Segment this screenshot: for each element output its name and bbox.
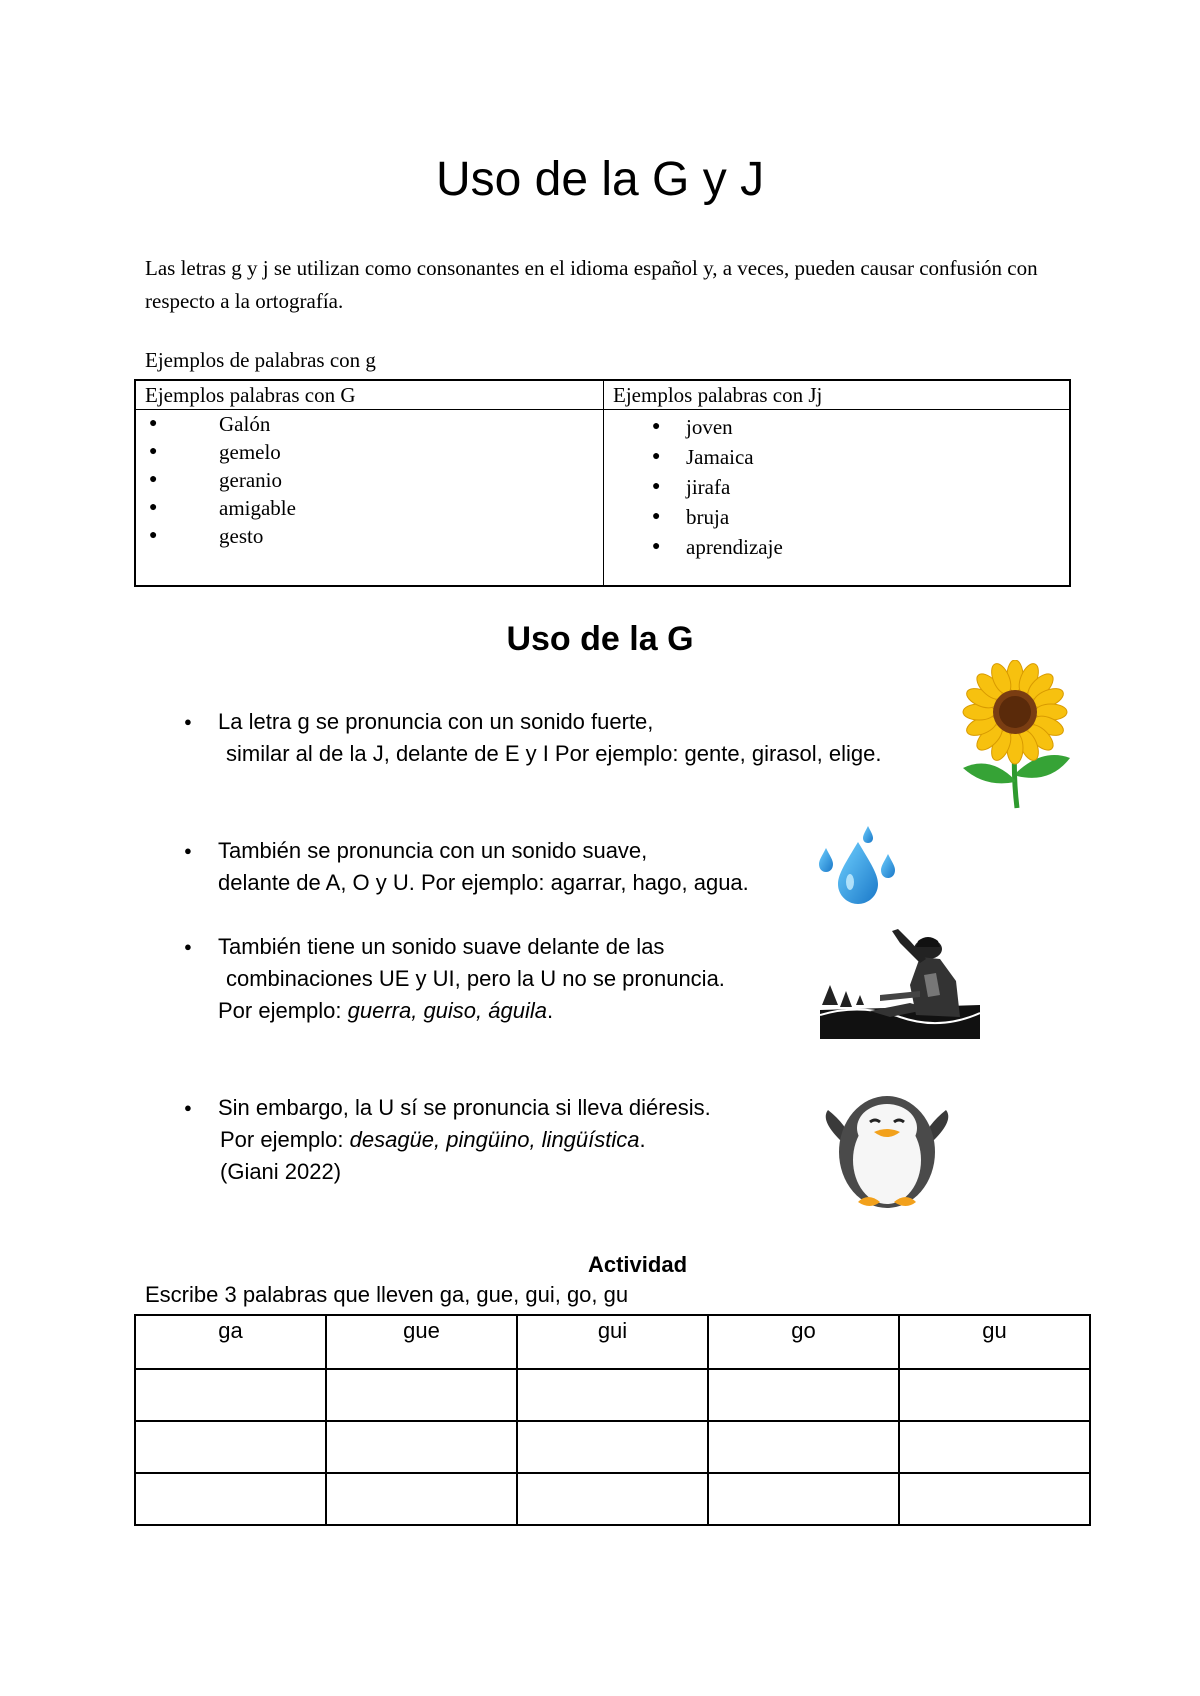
answer-cell[interactable] [708, 1369, 899, 1421]
example-words: guerra, guiso, águila [347, 998, 547, 1023]
table-row [135, 1473, 1090, 1525]
j-column-header: Ejemplos palabras con Jj [604, 381, 1069, 410]
rule-item-3 [184, 931, 818, 1027]
list-item: ● aprendizaje [604, 532, 1069, 562]
rule-line: combinaciones UE y UI, pero la U no se pronuncia. [226, 966, 725, 991]
column-header-go: go [708, 1315, 899, 1369]
example-words: desagüe, pingüino, lingüística [349, 1127, 640, 1152]
rule-line: Por ejemplo: guerra, guiso, águila. [218, 998, 554, 1023]
rule-line: Sin embargo, la U sí se pronuncia si lleva diéresis. [218, 1095, 711, 1120]
rule-line: La letra g se pronuncia con un sonido fuerte, [218, 709, 654, 734]
list-item: ● jirafa [604, 472, 1069, 502]
page-title: Uso de la G y J [435, 153, 765, 206]
war-scene-icon [820, 925, 980, 1039]
rule-item-2 [184, 835, 838, 899]
examples-table [134, 379, 1071, 587]
list-item: ● Galón [136, 410, 603, 438]
sunflower-icon [955, 660, 1075, 810]
answer-cell[interactable] [135, 1473, 326, 1525]
list-item: ● Jamaica [604, 442, 1069, 472]
answer-cell[interactable] [135, 1421, 326, 1473]
j-words-column [604, 381, 1069, 585]
table-header-row [135, 1315, 1090, 1369]
j-words-list [604, 412, 1069, 562]
answer-cell[interactable] [517, 1421, 708, 1473]
answer-cell[interactable] [899, 1473, 1090, 1525]
rule-line: También se pronuncia con un sonido suave, [218, 838, 648, 863]
activity-instruction: Escribe 3 palabras que lleven ga, gue, gui, go, gu [145, 1282, 629, 1307]
g-words-column [136, 381, 604, 585]
bullet-icon: ● [184, 843, 192, 858]
activity-title: Actividad [587, 1252, 688, 1277]
answer-cell[interactable] [899, 1369, 1090, 1421]
g-words-list [136, 410, 603, 550]
penguin-icon [818, 1080, 956, 1215]
rule-item-1 [184, 706, 978, 770]
answer-cell[interactable] [326, 1473, 517, 1525]
intro-paragraph: Las letras g y j se utilizan como consonantes en el idioma español y, a veces, pueden causar confusión con respecto a la ortografía. [145, 256, 1038, 313]
list-item: ● geranio [136, 466, 603, 494]
rule-line: delante de A, O y U. Por ejemplo: agarrar, hago, agua. [218, 870, 749, 895]
column-header-gu: gu [899, 1315, 1090, 1369]
list-item: ● gesto [136, 522, 603, 550]
table-row [135, 1369, 1090, 1421]
column-header-ga: ga [135, 1315, 326, 1369]
column-header-gui: gui [517, 1315, 708, 1369]
answer-cell[interactable] [708, 1473, 899, 1525]
citation: (Giani 2022) [220, 1159, 342, 1184]
list-item: ● bruja [604, 502, 1069, 532]
list-item: ● amigable [136, 494, 603, 522]
list-item: ● gemelo [136, 438, 603, 466]
examples-label: Ejemplos de palabras con g [145, 348, 376, 372]
answer-cell[interactable] [708, 1421, 899, 1473]
answer-cell[interactable] [899, 1421, 1090, 1473]
bullet-icon: ● [184, 1100, 192, 1115]
rule-line: También tiene un sonido suave delante de las [218, 934, 665, 959]
rule-item-4 [184, 1092, 818, 1188]
activity-table [134, 1314, 1091, 1526]
bullet-icon: ● [184, 939, 192, 954]
rule-line: Por ejemplo: desagüe, pingüino, lingüística. [220, 1127, 646, 1152]
bullet-icon: ● [184, 714, 192, 729]
table-row [135, 1421, 1090, 1473]
answer-cell[interactable] [517, 1473, 708, 1525]
list-item: ● joven [604, 412, 1069, 442]
section-heading: Uso de la G [506, 620, 694, 658]
column-header-gue: gue [326, 1315, 517, 1369]
rule-line: similar al de la J, delante de E y I Por ejemplo: gente, girasol, elige. [226, 741, 882, 766]
answer-cell[interactable] [517, 1369, 708, 1421]
answer-cell[interactable] [135, 1369, 326, 1421]
g-column-header: Ejemplos palabras con G [136, 381, 603, 410]
answer-cell[interactable] [326, 1369, 517, 1421]
water-drops-icon [818, 826, 900, 906]
answer-cell[interactable] [326, 1421, 517, 1473]
